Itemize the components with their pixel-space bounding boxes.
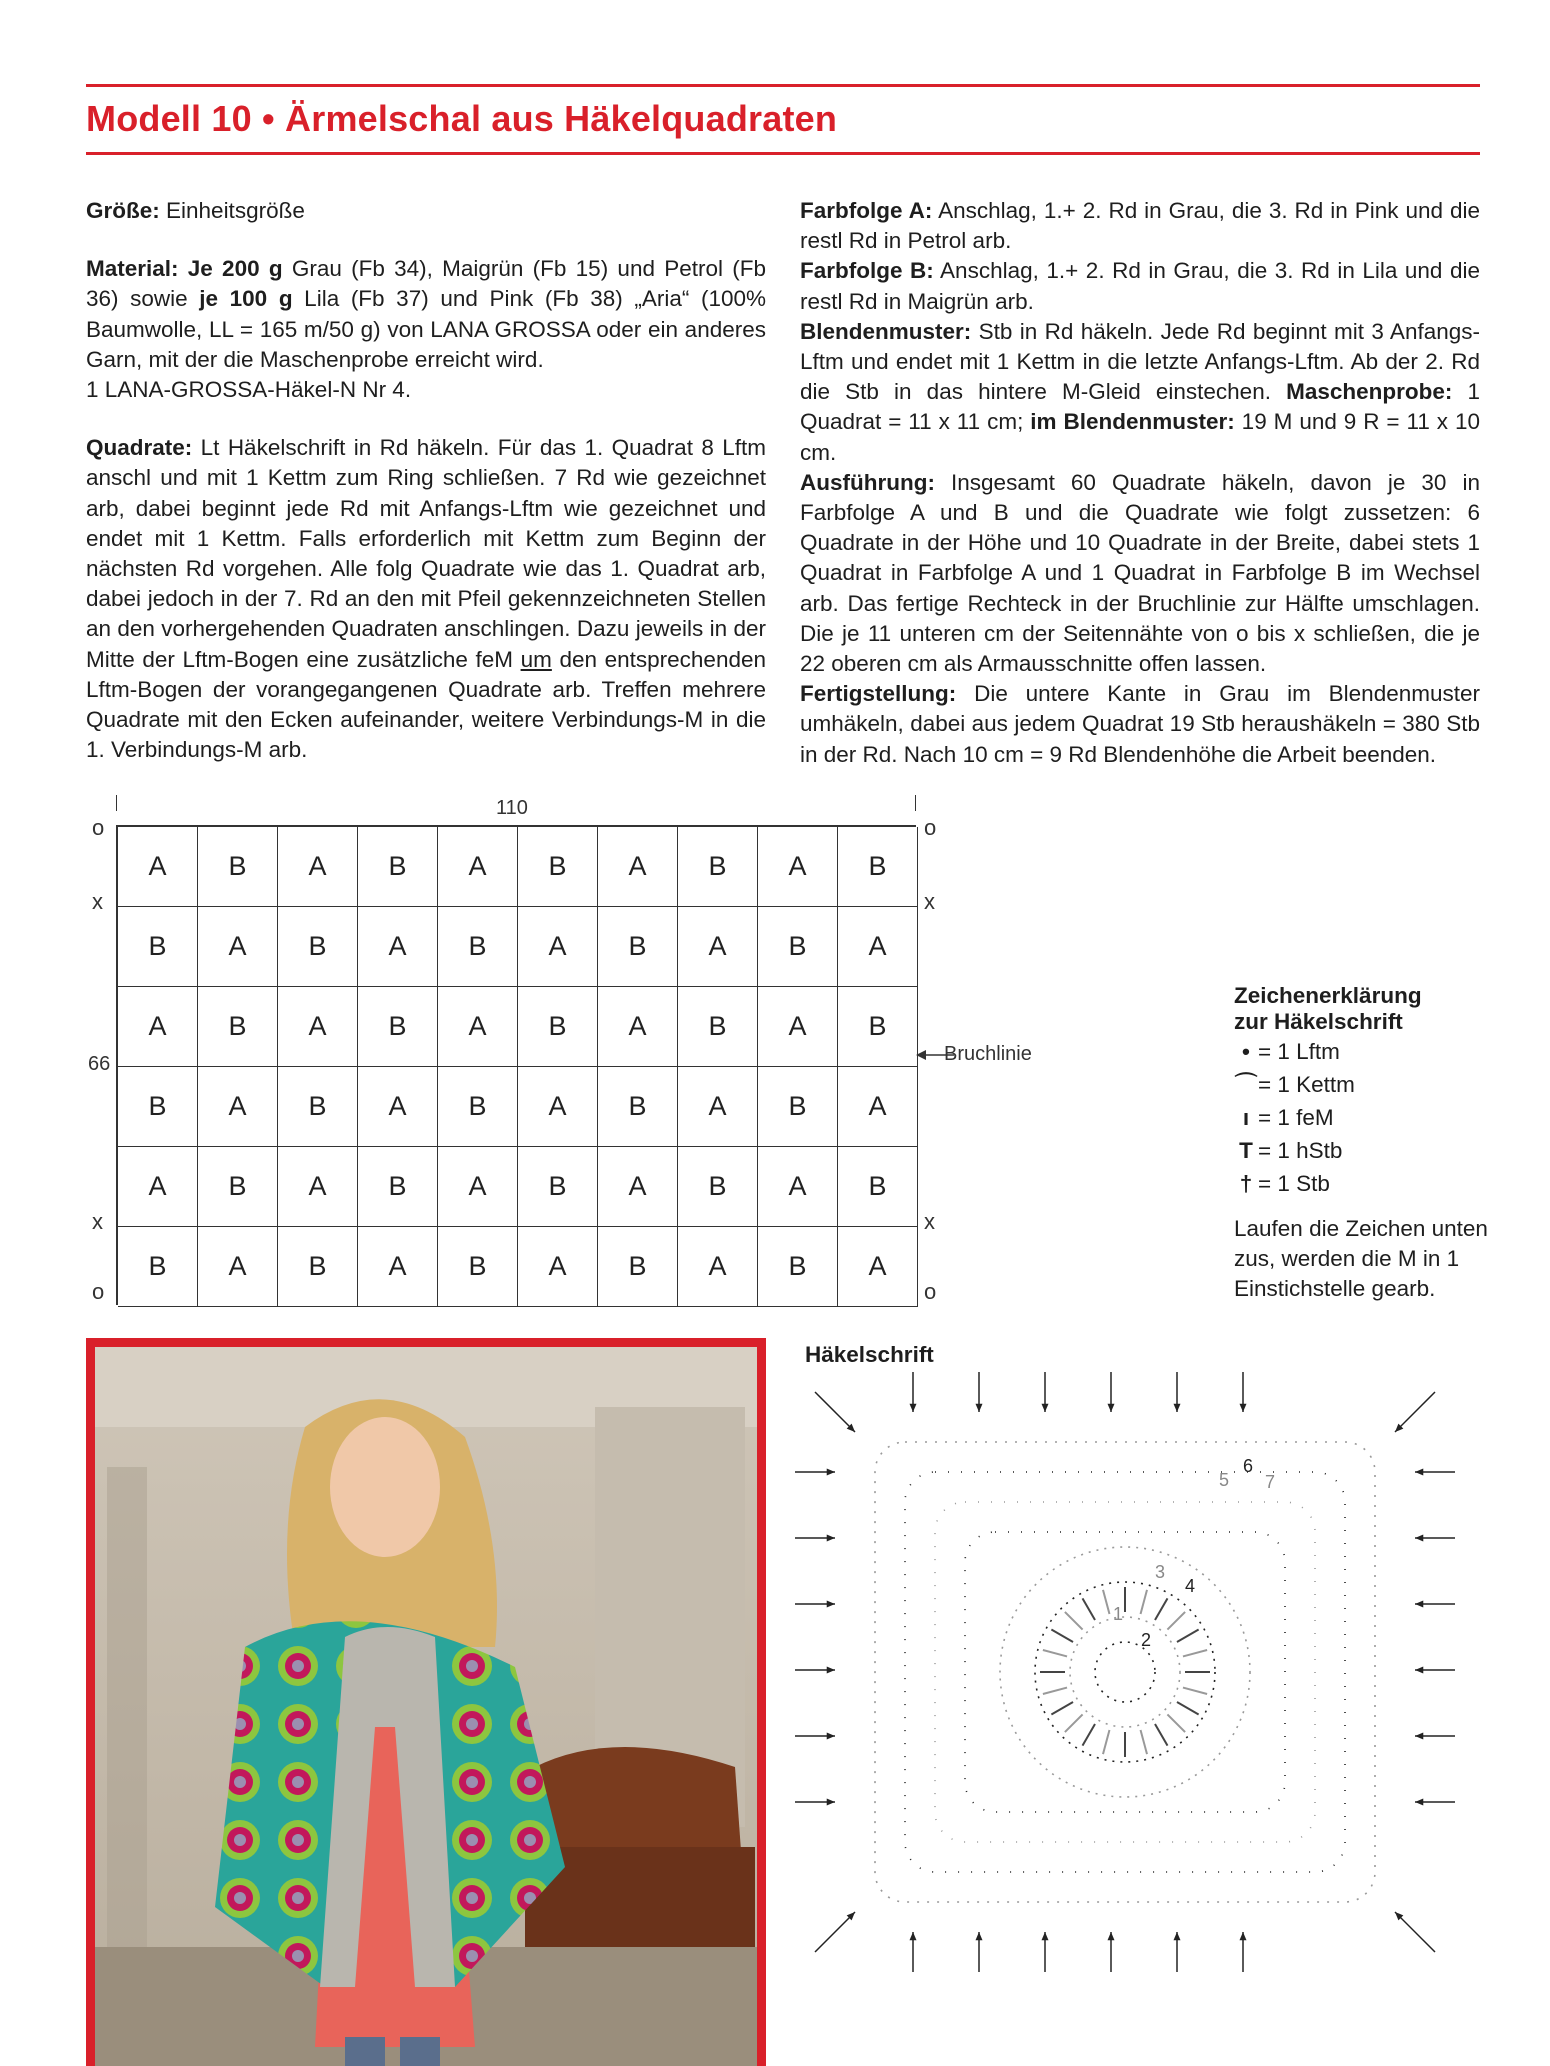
grid-cell-b: B — [278, 907, 358, 987]
grid-cell-b: B — [438, 1227, 518, 1307]
grid-cell-a: A — [838, 1227, 918, 1307]
farbfolge-b — [800, 256, 1480, 316]
grid-cell-a: A — [358, 1067, 438, 1147]
join-arrowhead-icon — [1415, 1798, 1423, 1805]
grid-cell-a: A — [438, 987, 518, 1067]
diagram-round-ring — [1095, 1642, 1155, 1702]
diagram-stitch — [1065, 1714, 1083, 1732]
join-arrowhead-icon — [1239, 1404, 1246, 1412]
mark-x-bottom-right: x — [924, 1209, 935, 1234]
diagram-stitch — [1083, 1598, 1096, 1620]
diagram-stitch — [1177, 1630, 1199, 1643]
join-arrowhead-icon — [1415, 1732, 1423, 1739]
legend-item — [1234, 1035, 1494, 1068]
grid-cell-b: B — [198, 987, 278, 1067]
grid-cell-a: A — [758, 1147, 838, 1227]
grid-cell-a: A — [198, 1227, 278, 1307]
join-arrowhead-icon — [1415, 1666, 1423, 1673]
join-arrowhead-icon — [975, 1404, 982, 1412]
diagram-stitch — [1103, 1590, 1109, 1614]
right-column — [800, 196, 1480, 770]
join-arrowhead-icon — [827, 1798, 835, 1805]
grid-cell-a: A — [518, 1227, 598, 1307]
diagram-stitch — [1177, 1702, 1199, 1715]
squares-label: Quadrate: — [86, 435, 193, 461]
squares-text-2: den entsprechenden Lftm-Bogen der vorangegangenen Quadrate arb. Treffen mehrere Quadrate mit den Ecken aufeinander, weitere Verbindungs-M in die 1. Verbindungs-M arb. — [86, 646, 766, 763]
material-bold-2: je 100 g — [199, 286, 293, 312]
grid-cell-b: B — [838, 827, 918, 907]
squares-paragraph — [86, 433, 766, 765]
grid-cell-a: A — [518, 1067, 598, 1147]
legend-symbol-icon: ⌒ — [1234, 1072, 1258, 1097]
legend-heading-1: Zeichenerklärung — [1234, 983, 1422, 1008]
join-arrowhead-icon — [827, 1666, 835, 1673]
farbfolge-b-text: Anschlag, 1.+ 2. Rd in Grau, die 3. Rd in Lila und die restl Rd in Maigrün arb. — [800, 258, 1480, 314]
grid-cell-b: B — [438, 1067, 518, 1147]
header-rule-top — [86, 84, 1480, 87]
grid-cell-b: B — [598, 1067, 678, 1147]
grid-cell-a: A — [518, 907, 598, 987]
join-arrowhead-icon — [1041, 1932, 1048, 1940]
diagram-round-number: 6 — [1243, 1456, 1254, 1476]
grid-cell-b: B — [518, 987, 598, 1067]
legend-text: = 1 hStb — [1258, 1138, 1343, 1163]
diagram-stitch — [1051, 1630, 1073, 1643]
legend-text: = 1 feM — [1258, 1105, 1334, 1130]
legend-symbol-icon: † — [1239, 1171, 1253, 1196]
material-paragraph — [86, 254, 766, 375]
ausfuehrung-text: Insgesamt 60 Quadrate häkeln, davon je 30 in Farbfolge A und B und die Quadrate wie folgt zussetzen: 6 Quadrate in der Höhe und 10 Quadrate in der Breite, dabei stets 1 Quadrat in Farbfolge A und 1 Quadrat in Farbfolge B im Wechsel arb. Das fertige Rechteck in der Bruchlinie zur Hälfte umschlagen. Die je 11 unteren cm der Seitennähte von o bis x schließen, die je 22 oberen cm als Armausschnitte offen lassen. — [800, 469, 1480, 677]
page-title: Modell 10 • Ärmelschal aus Häkelquadraten — [86, 98, 838, 139]
squares-text-1: Lt Häkelschrift in Rd häkeln. Für das 1. Quadrat 8 Lftm anschl und mit 1 Kettm zum Ring schließen. 7 Rd wie gezeichnet arb, dabei beginnt jede Rd mit Anfangs-Lftm wie gezeichnet und endet mit 1 Kettm. Falls erforderlich mit Kettm zum Beginn der nächsten Rd vorgehen. Alle folg Quadrate wie das 1. Quadrat arb, dabei jedoch in der 7. Rd an den mit Pfeil gekennzeichneten Stellen an den vorhergehenden Quadraten anschlingen. Dazu jeweils in der Mitte der Lftm-Bogen eine zusätzliche feM — [86, 435, 766, 672]
mark-o-bottom-right: o — [924, 1279, 937, 1304]
join-arrowhead-icon — [909, 1932, 916, 1940]
farbfolge-b-label: Farbfolge B: — [800, 258, 934, 284]
legend-text: = 1 Kettm — [1258, 1072, 1355, 1097]
grid-cell-a: A — [678, 907, 758, 987]
mark-o-top-right: o — [924, 815, 937, 840]
legend-heading-2: zur Häkelschrift — [1234, 1009, 1403, 1034]
needle-paragraph: 1 LANA-GROSSA-Häkel-N Nr 4. — [86, 377, 412, 403]
blendenmuster-label: Blendenmuster: — [800, 318, 972, 344]
join-arrow-icon — [815, 1392, 855, 1432]
grid-cell-a: A — [278, 987, 358, 1067]
legend-text: = 1 Stb — [1258, 1171, 1330, 1196]
join-arrowhead-icon — [1415, 1468, 1423, 1475]
join-arrowhead-icon — [1107, 1932, 1114, 1940]
diagram-round-number: 7 — [1265, 1472, 1276, 1492]
diagram-round-ring — [1000, 1547, 1250, 1797]
diagram-stitch — [1103, 1730, 1109, 1754]
blendenmuster — [800, 317, 1480, 468]
size-text: Einheitsgröße — [159, 198, 305, 223]
grid-cell-a: A — [678, 1067, 758, 1147]
mark-x-top-left: x — [92, 889, 103, 914]
join-arrowhead-icon — [827, 1534, 835, 1541]
grid-cell-b: B — [198, 1147, 278, 1227]
grid-cell-a: A — [118, 827, 198, 907]
legend-symbol-icon: ı — [1242, 1105, 1250, 1130]
grid-cell-b: B — [518, 1147, 598, 1227]
fertigstellung-text: Die untere Kante in Grau im Blendenmuster umhäkeln, dabei aus jedem Quadrat 19 Stb heraushäkeln = 380 Stb in der Rd. Nach 10 cm = 9 Rd Blendenhöhe die Arbeit beenden. — [800, 681, 1480, 767]
grid-cell-a: A — [838, 1067, 918, 1147]
diagram-stitch — [1065, 1612, 1083, 1630]
join-arrowhead-icon — [1041, 1404, 1048, 1412]
grid-cell-b: B — [118, 1067, 198, 1147]
join-arrow-icon — [1395, 1392, 1435, 1432]
farbfolge-a — [800, 196, 1480, 256]
grid-cell-b: B — [758, 1227, 838, 1307]
join-arrowhead-icon — [827, 1732, 835, 1739]
header-rule-bottom — [86, 152, 1480, 155]
size-label: Größe: — [86, 198, 160, 223]
left-column — [86, 196, 766, 765]
model-photo — [86, 1338, 766, 2066]
ausfuehrung-label: Ausführung: — [800, 469, 935, 495]
maschenprobe-text-2: 19 M und 9 R = 11 x 10 cm. — [800, 409, 1481, 465]
grid-cell-a: A — [278, 827, 358, 907]
grid-cell-a: A — [758, 827, 838, 907]
join-arrowhead-icon — [909, 1404, 916, 1412]
join-arrowhead-icon — [1173, 1404, 1180, 1412]
grid-cell-a: A — [198, 1067, 278, 1147]
fertigstellung-label: Fertigstellung: — [800, 681, 957, 707]
grid-cell-a: A — [438, 827, 518, 907]
diagram-stitch — [1155, 1724, 1168, 1746]
grid-cell-a: A — [438, 1147, 518, 1227]
farbfolge-a-text: Anschlag, 1.+ 2. Rd in Grau, die 3. Rd in Pink und die restl Rd in Petrol arb. — [800, 198, 1480, 254]
grid-cell-a: A — [358, 1227, 438, 1307]
join-arrow-icon — [815, 1912, 855, 1952]
grid-cell-a: A — [118, 987, 198, 1067]
grid-cell-b: B — [438, 907, 518, 987]
diagram-round-number: 2 — [1141, 1630, 1152, 1650]
grid-cell-b: B — [838, 987, 918, 1067]
legend-symbol-icon: • — [1242, 1039, 1250, 1064]
grid-cell-b: B — [678, 987, 758, 1067]
farbfolge-a-label: Farbfolge A: — [800, 198, 933, 223]
legend-symbol-icon: T — [1239, 1138, 1253, 1163]
grid-cell-b: B — [118, 1227, 198, 1307]
join-arrowhead-icon — [975, 1932, 982, 1940]
grid-cell-a: A — [678, 1227, 758, 1307]
grid-cell-b: B — [598, 907, 678, 987]
diagram-stitch — [1141, 1730, 1147, 1754]
diagram-stitch — [1183, 1688, 1207, 1694]
grid-cell-b: B — [198, 827, 278, 907]
join-arrowhead-icon — [1415, 1600, 1423, 1607]
diagram-stitch — [1043, 1650, 1067, 1656]
grid-cell-a: A — [118, 1147, 198, 1227]
grid-cell-a: A — [358, 907, 438, 987]
grid-cell-b: B — [758, 907, 838, 987]
grid-cell-b: B — [678, 827, 758, 907]
fold-label: Bruchlinie — [944, 1043, 1032, 1065]
grid-cell-b: B — [278, 1227, 358, 1307]
grid-cell-b: B — [598, 1227, 678, 1307]
diagram-stitch — [1167, 1714, 1185, 1732]
mark-x-bottom-left: x — [92, 1209, 103, 1234]
join-arrow-icon — [1395, 1912, 1435, 1952]
assembly-schematic — [60, 785, 1060, 1315]
grid-cell-b: B — [118, 907, 198, 987]
mark-o-bottom-left: o — [92, 1279, 105, 1304]
material-text-1: Grau (Fb 34), Maigrün (Fb 15) und Petrol (Fb 36) sowie — [86, 256, 766, 312]
legend-item — [1234, 1101, 1494, 1134]
grid-cell-b: B — [758, 1067, 838, 1147]
diagram-round-number: 4 — [1185, 1576, 1196, 1596]
diagram-round-square — [875, 1442, 1375, 1902]
diagram-round-number: 5 — [1219, 1470, 1230, 1490]
diagram-stitch — [1083, 1724, 1096, 1746]
grid-cell-b: B — [358, 827, 438, 907]
grid-cell-a: A — [838, 907, 918, 987]
legend-note: Laufen die Zeichen unten zus, werden die M in 1 Einstichstelle gearb. — [1234, 1216, 1488, 1301]
size-paragraph — [86, 196, 766, 226]
mark-x-top-right: x — [924, 889, 935, 914]
join-arrowhead-icon — [1239, 1932, 1246, 1940]
maschenprobe-text: 1 Quadrat = 11 x 11 cm; — [800, 379, 1481, 435]
grid-cell-b: B — [358, 1147, 438, 1227]
join-arrowhead-icon — [1107, 1404, 1114, 1412]
grid-cell-a: A — [198, 907, 278, 987]
symbol-legend — [1234, 983, 1494, 1304]
grid-cell-a: A — [598, 1147, 678, 1227]
model-photo-illustration — [95, 1347, 757, 2066]
diagram-stitch — [1141, 1590, 1147, 1614]
join-arrowhead-icon — [827, 1600, 835, 1607]
material-label: Material: Je 200 g — [86, 256, 283, 282]
squares-underline: um — [520, 646, 552, 672]
diagram-stitch — [1155, 1598, 1168, 1620]
legend-item — [1234, 1167, 1494, 1200]
diagram-round-number: 3 — [1155, 1562, 1166, 1582]
join-arrowhead-icon — [1415, 1534, 1423, 1541]
diagram-stitch — [1043, 1688, 1067, 1694]
diagram-stitch — [1051, 1702, 1073, 1715]
squares-grid — [116, 825, 916, 1305]
width-label: 110 — [496, 797, 528, 819]
grid-cell-a: A — [278, 1147, 358, 1227]
diagram-stitch — [1167, 1612, 1185, 1630]
grid-cell-b: B — [838, 1147, 918, 1227]
grid-cell-a: A — [758, 987, 838, 1067]
ausfuehrung — [800, 468, 1480, 679]
grid-cell-a: A — [598, 827, 678, 907]
fertigstellung — [800, 679, 1480, 770]
legend-item — [1234, 1068, 1494, 1101]
diagram-title: Häkelschrift — [805, 1342, 934, 1367]
grid-cell-b: B — [278, 1067, 358, 1147]
maschenprobe-label-2: im Blendenmuster: — [1030, 409, 1235, 435]
crochet-diagram — [795, 1372, 1455, 1972]
diagram-round-ring — [1070, 1617, 1180, 1727]
join-arrowhead-icon — [1173, 1932, 1180, 1940]
grid-cell-b: B — [678, 1147, 758, 1227]
legend-item — [1234, 1134, 1494, 1167]
blendenmuster-text: Stb in Rd häkeln. Jede Rd beginnt mit 3 Anfangs-Lftm und endet mit 1 Kettm in die letzte Anfangs-Lftm. Ab der 2. Rd die Stb in das hintere M-Gleid einstechen. — [800, 318, 1480, 405]
grid-cell-b: B — [518, 827, 598, 907]
diagram-stitch — [1183, 1650, 1207, 1656]
legend-text: = 1 Lftm — [1258, 1039, 1340, 1064]
diagram-round-square — [965, 1532, 1285, 1812]
join-arrowhead-icon — [827, 1468, 835, 1475]
diagram-round-square — [935, 1502, 1315, 1842]
diagram-round-number: 1 — [1113, 1604, 1124, 1624]
mark-o-top-left: o — [92, 815, 105, 840]
grid-cell-b: B — [358, 987, 438, 1067]
grid-cell-a: A — [598, 987, 678, 1067]
height-label: 66 — [88, 1053, 111, 1075]
legend-items — [1234, 1035, 1494, 1200]
material-text-2: Lila (Fb 37) und Pink (Fb 38) „Aria“ (100% Baumwolle, LL = 165 m/50 g) von LANA GROSSA oder ein anderes Garn, mit der die Maschenprobe erreicht wird. — [86, 286, 767, 372]
maschenprobe-label: Maschenprobe: — [1286, 379, 1453, 405]
